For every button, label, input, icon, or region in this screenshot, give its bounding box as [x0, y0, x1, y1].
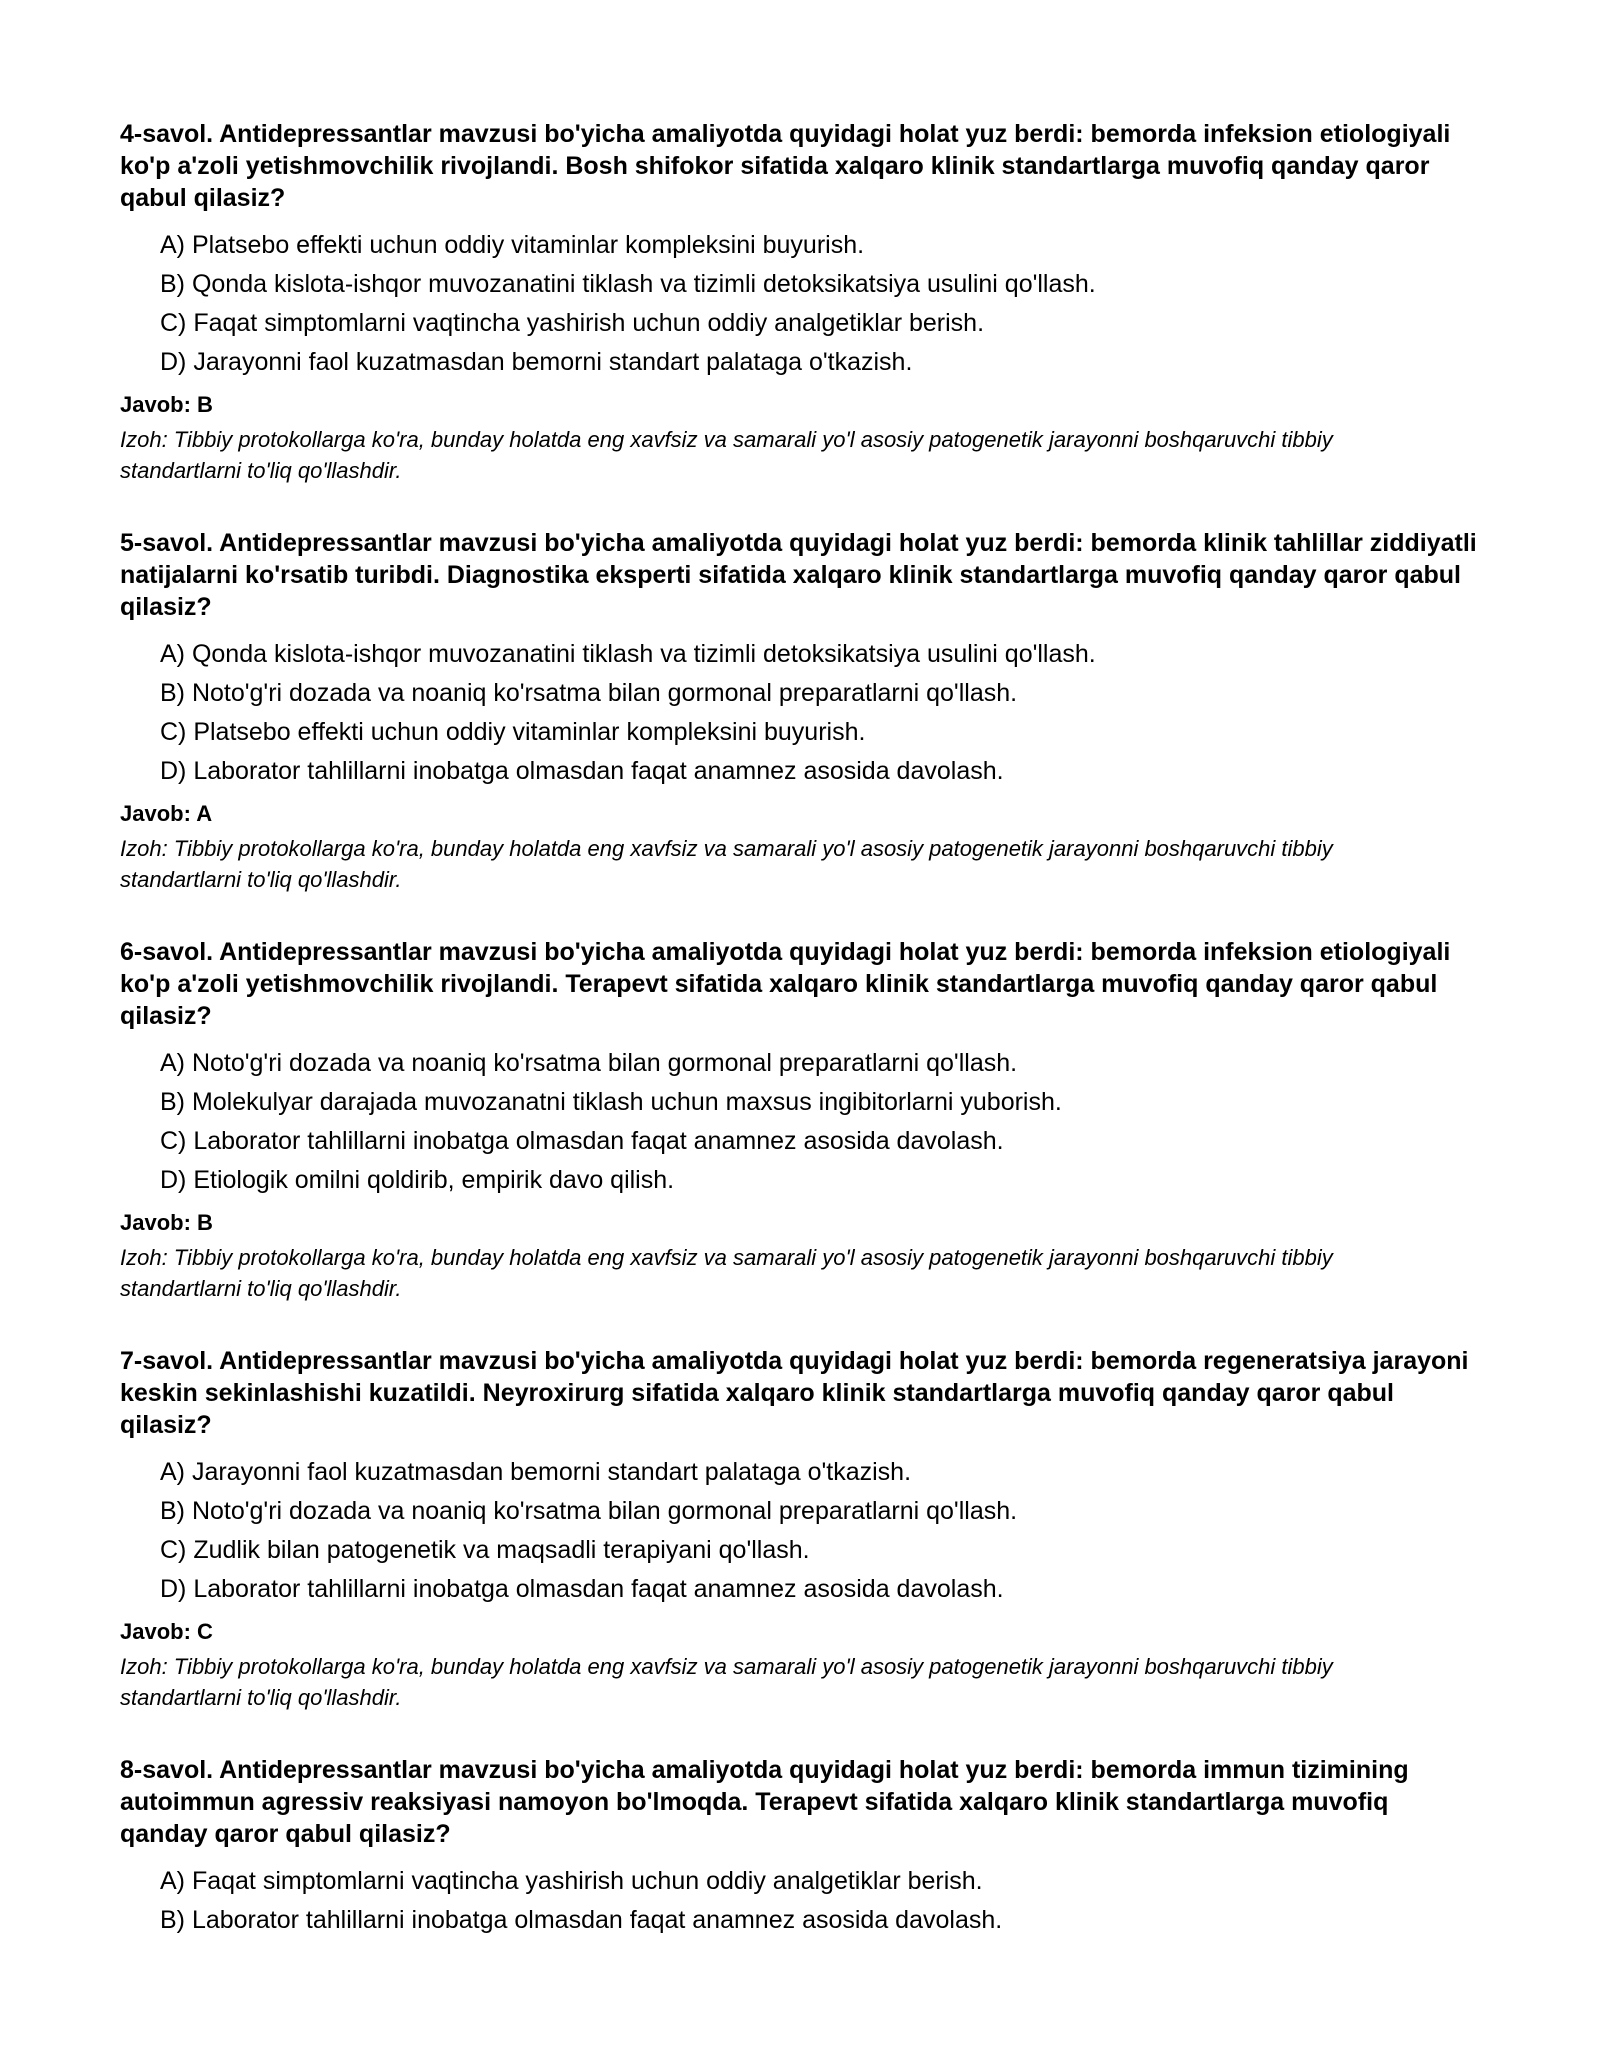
option-list [120, 635, 1480, 791]
option-c: C) Zudlik bilan patogenetik va maqsadli terapiyani qo'llash. [160, 1536, 810, 1564]
question-block-6 [120, 936, 1480, 1304]
option-b: B) Qonda kislota-ishqor muvozanatini tiklash va tizimli detoksikatsiya usulini qo'llash. [160, 270, 1096, 298]
explanation-note: Izoh: Tibbiy protokollarga ko'ra, bunday holatda eng xavfsiz va samarali yo'l asosiy patogenetik jarayonni boshqaruvchi tibbiy standartlarni to'liq qo'llashdir. [120, 1654, 1333, 1710]
option-c: C) Faqat simptomlarni vaqtincha yashirish uchun oddiy analgetiklar berish. [160, 309, 985, 337]
option-b: B) Laborator tahlillarni inobatga olmasdan faqat anamnez asosida davolash. [160, 1906, 1003, 1934]
option-d: D) Jarayonni faol kuzatmasdan bemorni standart palataga o'tkazish. [160, 348, 913, 376]
option-b: B) Noto'g'ri dozada va noaniq ko'rsatma bilan gormonal preparatlarni qo'llash. [160, 1497, 1018, 1525]
option-a: A) Jarayonni faol kuzatmasdan bemorni standart palataga o'tkazish. [160, 1458, 912, 1486]
question-title: 4-savol. Antidepressantlar mavzusi bo'yicha amaliyotda quyidagi holat yuz berdi: bemorda infeksion etiologiyali ko'p a'zoli yetishmovchilik rivojlandi. Bosh shifokor sifatida xalqaro klinik standartlarga muvofiq qanday qaror qabul qilasiz? [120, 120, 1451, 212]
option-list [120, 226, 1480, 382]
question-title: 5-savol. Antidepressantlar mavzusi bo'yicha amaliyotda quyidagi holat yuz berdi: bemorda klinik tahlillar ziddiyatli natijalarni ko'rsatib turibdi. Diagnostika eksperti sifatida xalqaro klinik standartlarga muvofiq qanday qaror qabul qilasiz? [120, 529, 1477, 621]
explanation-note: Izoh: Tibbiy protokollarga ko'ra, bunday holatda eng xavfsiz va samarali yo'l asosiy patogenetik jarayonni boshqaruvchi tibbiy standartlarni to'liq qo'llashdir. [120, 427, 1333, 483]
question-block-4 [120, 118, 1480, 486]
explanation-note: Izoh: Tibbiy protokollarga ko'ra, bunday holatda eng xavfsiz va samarali yo'l asosiy patogenetik jarayonni boshqaruvchi tibbiy standartlarni to'liq qo'llashdir. [120, 836, 1333, 892]
question-block-7 [120, 1345, 1480, 1713]
answer-label: Javob: B [120, 392, 213, 417]
option-list [120, 1453, 1480, 1609]
option-list [120, 1862, 1480, 1940]
option-c: C) Laborator tahlillarni inobatga olmasdan faqat anamnez asosida davolash. [160, 1127, 1004, 1155]
answer-label: Javob: B [120, 1210, 213, 1235]
question-title: 6-savol. Antidepressantlar mavzusi bo'yicha amaliyotda quyidagi holat yuz berdi: bemorda infeksion etiologiyali ko'p a'zoli yetishmovchilik rivojlandi. Terapevt sifatida xalqaro klinik standartlarga muvofiq qanday qaror qabul qilasiz? [120, 938, 1451, 1030]
option-c: C) Platsebo effekti uchun oddiy vitaminlar kompleksini buyurish. [160, 718, 866, 746]
answer-label: Javob: A [120, 801, 213, 826]
option-b: B) Molekulyar darajada muvozanatni tiklash uchun maxsus ingibitorlarni yuborish. [160, 1088, 1062, 1116]
answer-label: Javob: C [120, 1619, 213, 1644]
option-d: D) Laborator tahlillarni inobatga olmasdan faqat anamnez asosida davolash. [160, 1575, 1004, 1603]
explanation-note: Izoh: Tibbiy protokollarga ko'ra, bunday holatda eng xavfsiz va samarali yo'l asosiy patogenetik jarayonni boshqaruvchi tibbiy standartlarni to'liq qo'llashdir. [120, 1245, 1333, 1301]
question-title: 7-savol. Antidepressantlar mavzusi bo'yicha amaliyotda quyidagi holat yuz berdi: bemorda regeneratsiya jarayoni keskin sekinlashishi kuzatildi. Neyroxirurg sifatida xalqaro klinik standartlarga muvofiq qanday qaror qabul qilasiz? [120, 1347, 1469, 1439]
question-block-5 [120, 527, 1480, 895]
option-a: A) Platsebo effekti uchun oddiy vitaminlar kompleksini buyurish. [160, 231, 865, 259]
option-b: B) Noto'g'ri dozada va noaniq ko'rsatma bilan gormonal preparatlarni qo'llash. [160, 679, 1018, 707]
option-d: D) Laborator tahlillarni inobatga olmasdan faqat anamnez asosida davolash. [160, 757, 1004, 785]
question-block-8 [120, 1754, 1480, 1940]
question-title: 8-savol. Antidepressantlar mavzusi bo'yicha amaliyotda quyidagi holat yuz berdi: bemorda immun tizimining autoimmun agressiv reaksiyasi namoyon bo'lmoqda. Terapevt sifatida xalqaro klinik standartlarga muvofiq qanday qaror qabul qilasiz? [120, 1756, 1409, 1848]
option-a: A) Faqat simptomlarni vaqtincha yashirish uchun oddiy analgetiklar berish. [160, 1867, 983, 1895]
option-a: A) Noto'g'ri dozada va noaniq ko'rsatma bilan gormonal preparatlarni qo'llash. [160, 1049, 1018, 1077]
option-a: A) Qonda kislota-ishqor muvozanatini tiklash va tizimli detoksikatsiya usulini qo'llash. [160, 640, 1096, 668]
option-d: D) Etiologik omilni qoldirib, empirik davo qilish. [160, 1166, 675, 1194]
option-list [120, 1044, 1480, 1200]
